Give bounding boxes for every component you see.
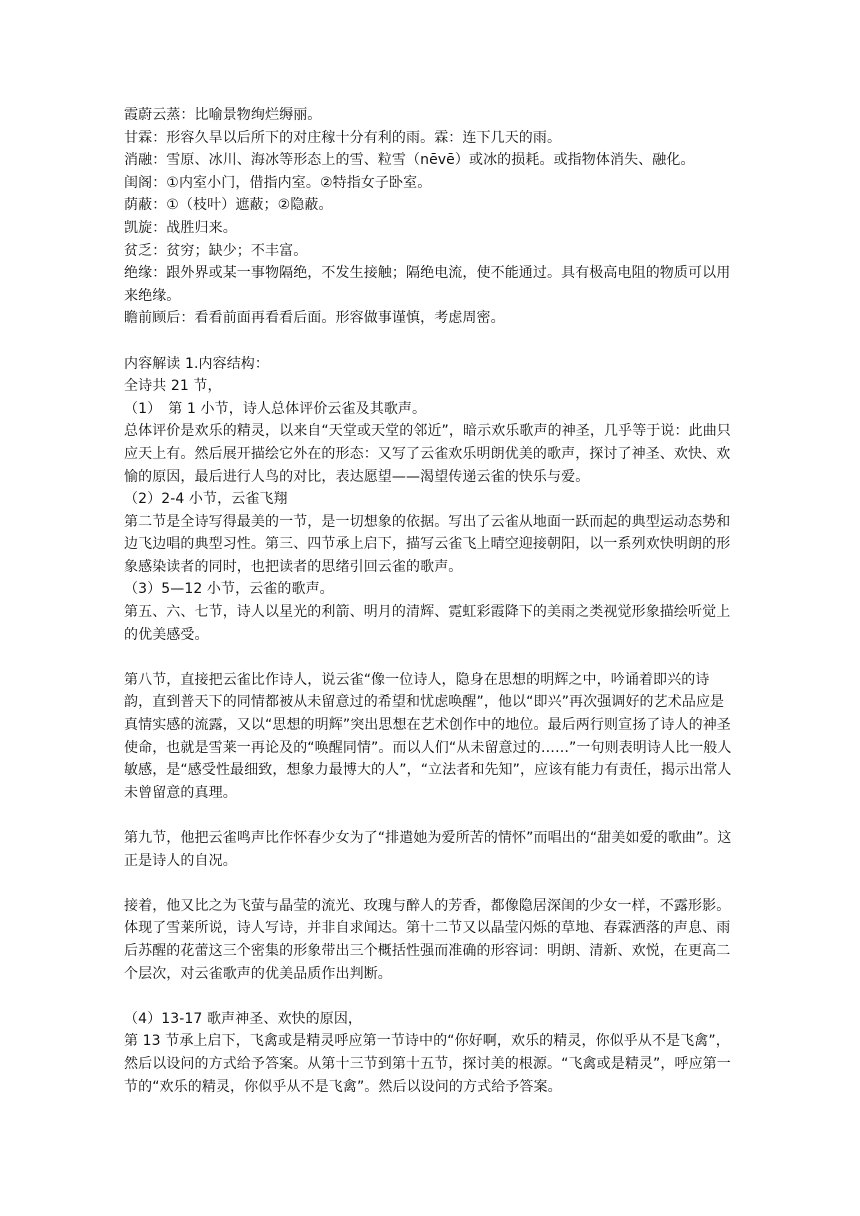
definition-jueyuan: 绝缘：跟外界或某一事物隔绝，不发生接触；隔绝电流，使不能通过。具有极高电阻的物质可以用来绝缘。 <box>124 265 731 304</box>
stanza-10-12-text: 接着，他又比之为飞萤与晶莹的流光、玫瑰与醉人的芳香，都像隐居深闺的少女一样，不露形影。体现了雪莱所说，诗人写诗，并非自求闻达。第十二节又以晶莹闪烁的草地、春霖洒落的声息、雨后苏醒的花蕾这三个密集的形象带出三个概括性强而准确的形容词：明朗、清新、欢悦，在更高二个层次，对云雀歌声的优美品质作出判断。 <box>124 897 731 982</box>
definition-pinfa: 贫乏：贫穷；缺少；不丰富。 <box>124 242 308 259</box>
section-heading-content: 内容解读 1.内容结构： <box>124 355 270 372</box>
definition-ganlin: 甘霖：形容久旱以后所下的对庄稼十分有利的雨。霖：连下几天的雨。 <box>124 129 562 146</box>
part-3-heading: （3）5—12 小节，云雀的歌声。 <box>124 581 334 598</box>
blank-line <box>124 985 736 1008</box>
part-2-heading: （2）2-4 小节，云雀飞翔 <box>124 491 288 508</box>
document-body <box>124 104 736 1098</box>
blank-line <box>124 872 736 895</box>
part-1-text: 总体评价是欢乐的精灵，以来自“天堂或天堂的邻近”，暗示欢乐歌声的神圣，几乎等于说：此曲只应天上有。然后展开描绘它外在的形态：又写了云雀欢乐明朗优美的歌声，探讨了神圣、欢快、欢愉的原因，最后进行人鸟的对比，表达愿望——渴望传递云雀的快乐与爱。 <box>124 423 731 485</box>
blank-line <box>124 330 736 353</box>
part-1-heading: （1） 第 1 小节，诗人总体评价云雀及其歌声。 <box>124 400 427 417</box>
poem-summary: 全诗共 21 节， <box>124 378 222 395</box>
definition-xiaorong: 消融：雪原、冰川、海冰等形态上的雪、粒雪（nēvē）或冰的损耗。或指物体消失、融化。 <box>124 152 695 169</box>
definition-zhanqian: 瞻前顾后：看看前面再看看后面。形容做事谨慎，考虑周密。 <box>124 310 505 327</box>
definition-yinbi: 荫蔽：①（枝叶）遮蔽；②隐蔽。 <box>124 197 333 214</box>
part-2-text: 第二节是全诗写得最美的一节，是一切想象的依据。写出了云雀从地面一跃而起的典型运动态势和边飞边唱的典型习性。第三、四节承上启下，描写云雀飞上晴空迎接朝阳，以一系列欢快明朗的形象感染读者的同时，也把读者的思绪引回云雀的歌声。 <box>124 513 731 575</box>
part-4-heading: （4）13-17 歌声神圣、欢快的原因， <box>124 1010 363 1027</box>
part-4-text: 第 13 节承上启下，飞禽或是精灵呼应第一节诗中的“你好啊，欢乐的精灵，你似乎从不是飞禽”，然后以设问的方式给予答案。从第十三节到第十五节，探讨美的根源。“飞禽或是精灵”，呼应第一节的“欢乐的精灵，你似乎从不是飞禽”。然后以设问的方式给予答案。 <box>124 1033 731 1095</box>
blank-line <box>124 804 736 827</box>
definition-guige: 闺阁：①内室小门，借指内室。②特指女子卧室。 <box>124 174 432 191</box>
part-3-text: 第五、六、七节，诗人以星光的利箭、明月的清辉、霓虹彩霞降下的美雨之类视觉形象描绘听觉上的优美感受。 <box>124 604 731 643</box>
definition-xiawei: 霞蔚云蒸：比喻景物绚烂缛丽。 <box>124 107 322 123</box>
definition-kaixuan: 凯旋：战胜归来。 <box>124 219 237 236</box>
stanza-9-text: 第九节，他把云雀鸣声比作怀春少女为了“排遣她为爱所苦的情怀”而唱出的“甜美如爱的歌曲”。这正是诗人的自况。 <box>124 830 732 869</box>
blank-line <box>124 646 736 669</box>
stanza-8-text: 第八节，直接把云雀比作诗人，说云雀“像一位诗人，隐身在思想的明辉之中，吟诵着即兴的诗韵，直到普天下的同情都被从未留意过的希望和忧虑唤醒”，他以“即兴”再次强调好的艺术品应是真情实感的流露，又以“思想的明辉”突出思想在艺术创作中的地位。最后两行则宣扬了诗人的神圣使命，也就是雪莱一再论及的“唤醒同情”。而以人们“从未留意过的……”一句则表明诗人比一般人敏感，是“感受性最细致，想象力最博大的人”，“立法者和先知”，应该有能力有责任，揭示出常人未曾留意的真理。 <box>124 671 732 801</box>
